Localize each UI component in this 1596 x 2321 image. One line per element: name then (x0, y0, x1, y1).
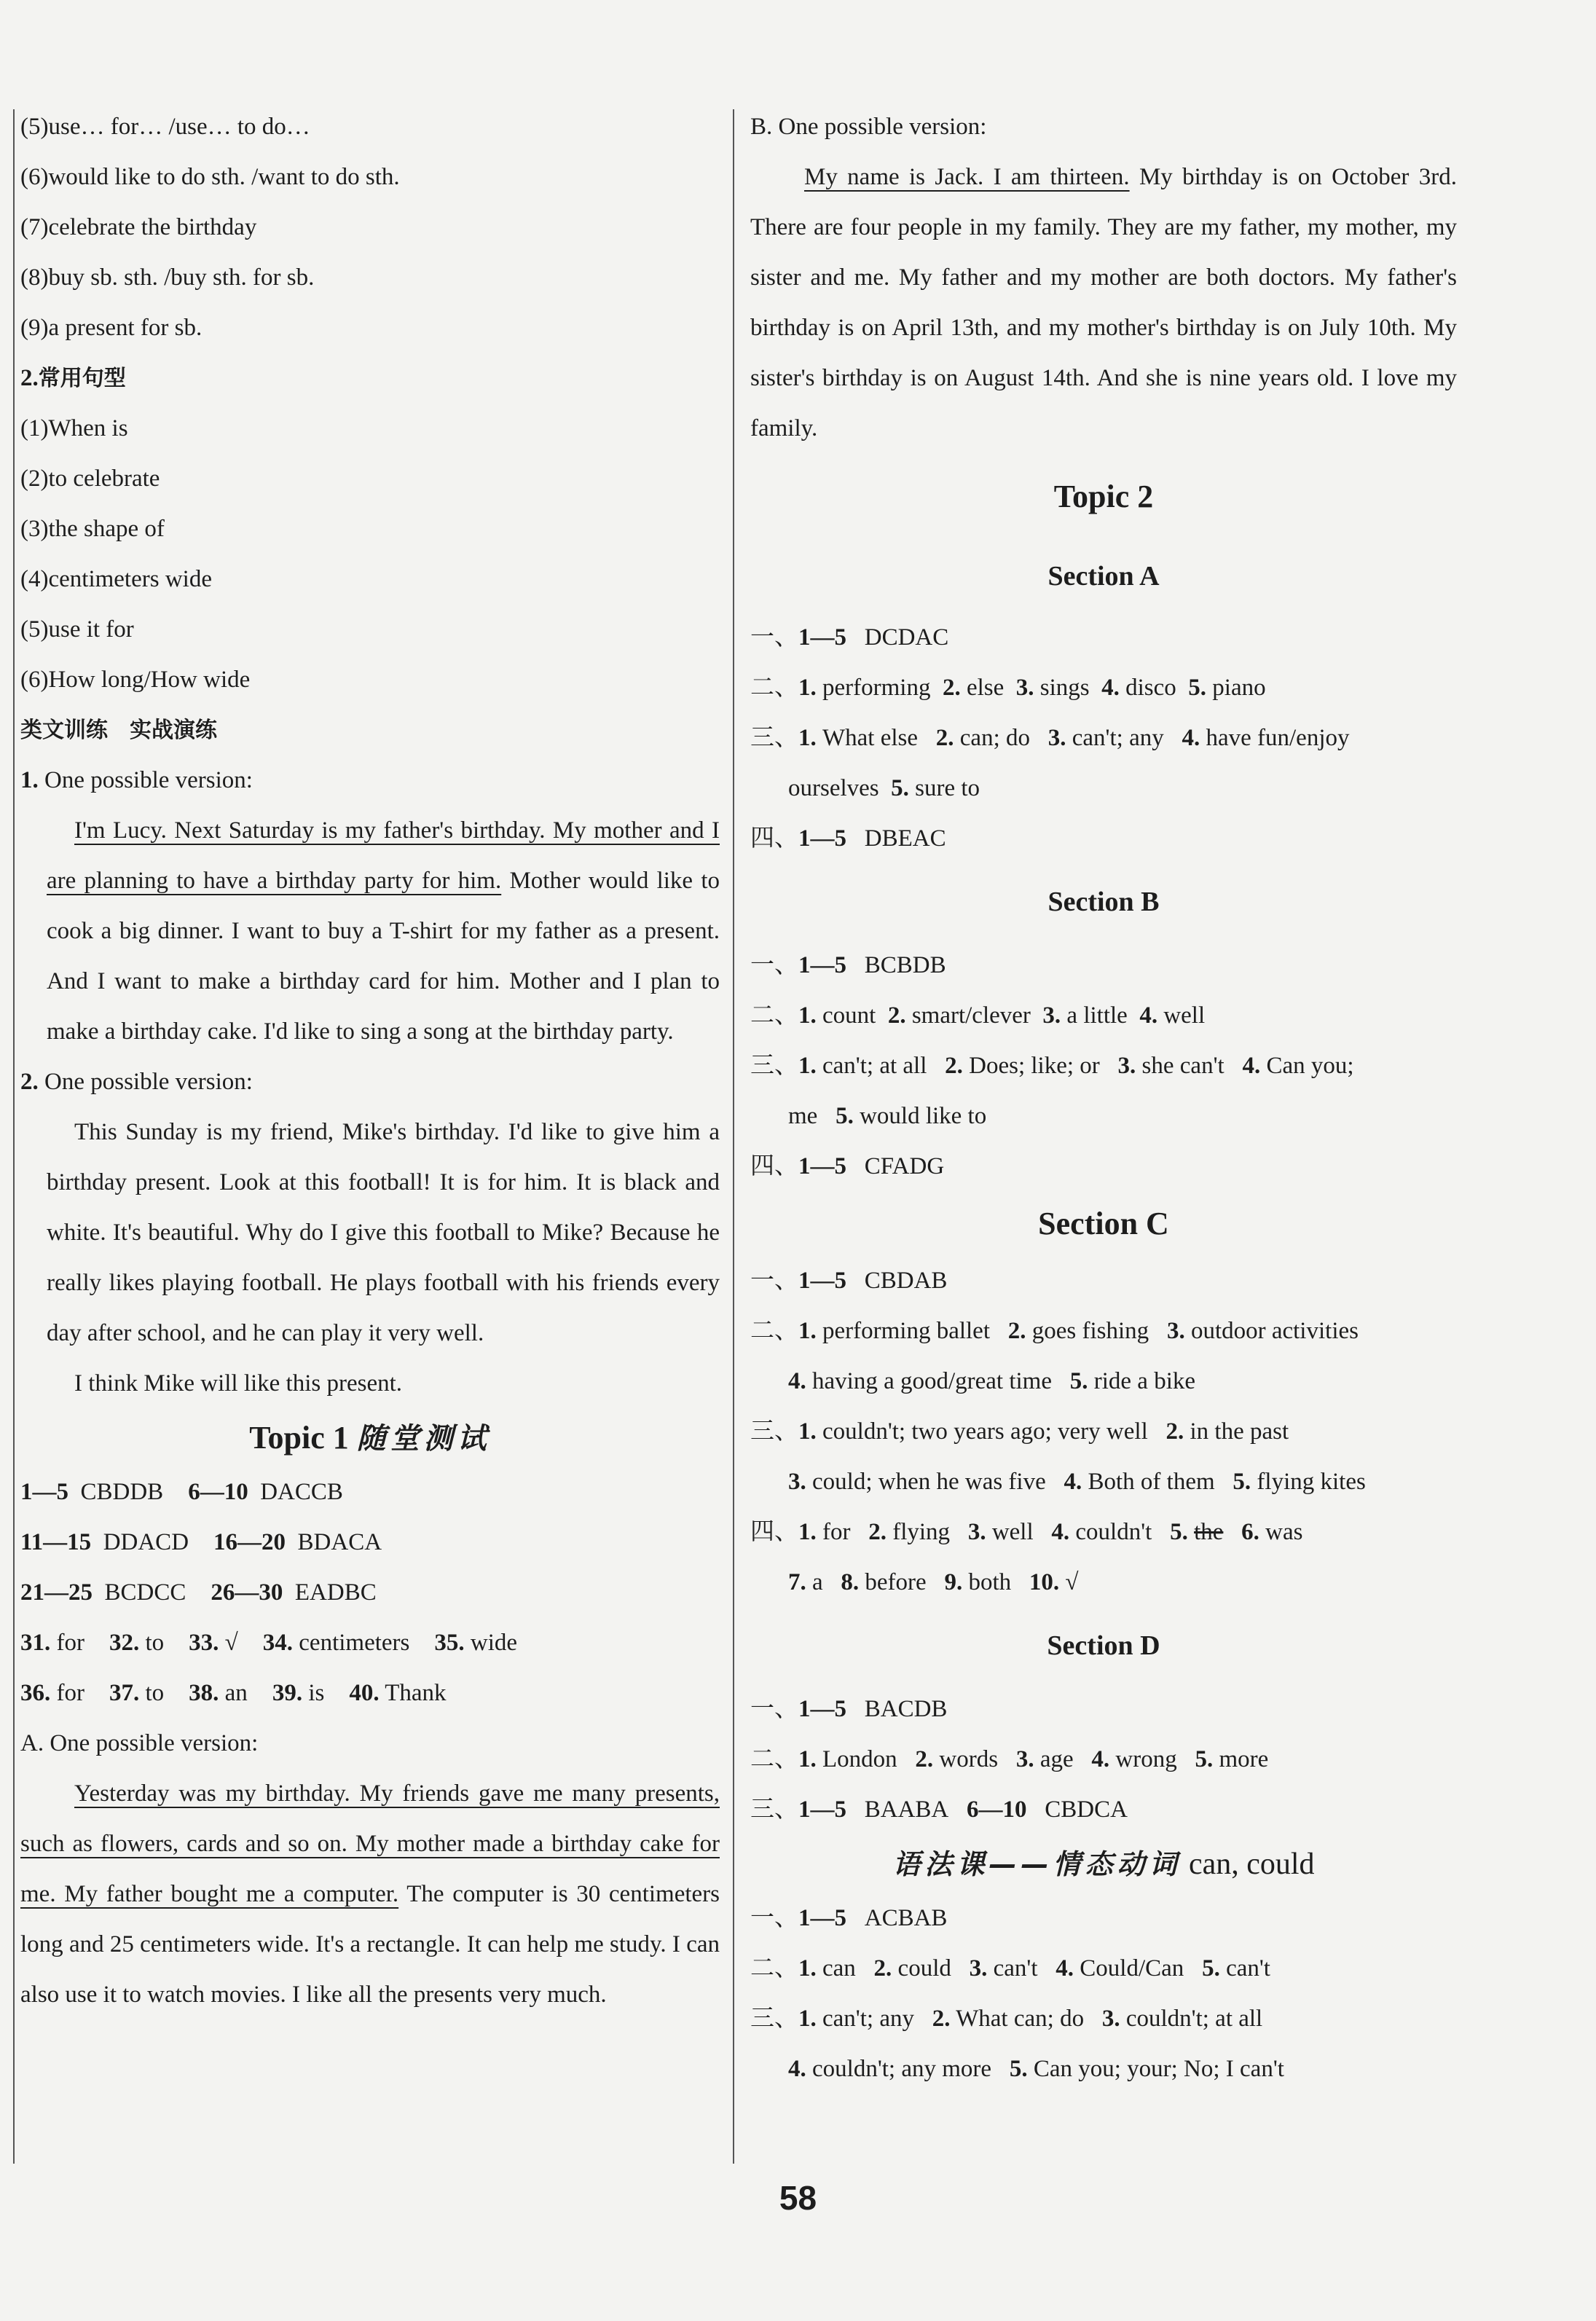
part-marker: 四、 (750, 1519, 798, 1545)
answer-value: smart/clever (911, 1002, 1031, 1029)
answer-value: sure to (915, 775, 980, 801)
section-d-line-2 (750, 1735, 1457, 1785)
answer-value: Can you; (1266, 1053, 1354, 1079)
answer-value: can't; any (822, 2006, 914, 2032)
writing-1-label-text: One possible version: (44, 767, 253, 793)
answer-value: can (822, 1955, 856, 1982)
section-b-line-1 (750, 940, 1457, 991)
grammar-title-zh: 语法课——情态动词 (892, 1848, 1182, 1880)
answer-value: outdoor activities (1190, 1318, 1359, 1344)
part-marker: 一、 (750, 624, 798, 651)
answer-number: 10. (1029, 1569, 1060, 1595)
left-margin-rule (13, 109, 15, 2164)
answer-number: 3. (1101, 2006, 1120, 2032)
section-c-line-3 (750, 1407, 1457, 1457)
answer-number: 1—5 (798, 1796, 846, 1823)
section-a-line-2 (750, 663, 1457, 713)
section-b-line-3b (750, 1091, 1457, 1142)
writing-b-label: B. One possible version: (750, 114, 987, 140)
test-answer-row (20, 1517, 720, 1568)
answer-value: have fun/enjoy (1206, 725, 1350, 751)
answer-value: a little (1066, 1002, 1128, 1029)
answer-value: a (812, 1569, 823, 1595)
answer-number: 26—30 (211, 1579, 283, 1606)
answer-value: both (968, 1569, 1012, 1595)
section-c-line-2 (750, 1306, 1457, 1356)
answer-value: wide (470, 1630, 518, 1656)
answer-number: 3. (1166, 1318, 1185, 1344)
answer-number: 5. (1195, 1746, 1214, 1772)
answer-value: ACBAB (864, 1905, 948, 1931)
grammar-line-3b (750, 2044, 1457, 2094)
answer-value: disco (1125, 675, 1176, 701)
answer-value: can't (993, 1955, 1038, 1982)
answer-number: 1. (798, 1746, 817, 1772)
answer-number: 1—5 (798, 1696, 846, 1722)
writing-2-p2: I think Mike will like this present. (74, 1370, 403, 1397)
vocab-line: (6)would like to do sth. /want to do sth. (20, 164, 400, 190)
answer-number: 3. (1015, 1746, 1034, 1772)
answer-number: 38. (189, 1680, 219, 1706)
answer-number: 1—5 (798, 1268, 846, 1294)
answer-number: 4. (1101, 675, 1120, 701)
part-marker: 三、 (750, 725, 798, 751)
grammar-line-1 (750, 1893, 1457, 1944)
answer-value: Can you; your; No; I can't (1033, 2056, 1284, 2082)
answer-number: 1. (798, 725, 817, 751)
part-marker: 三、 (750, 1053, 798, 1079)
answer-number: 1. (798, 675, 817, 701)
answer-value: to (145, 1680, 165, 1706)
section-d-line-3 (750, 1785, 1457, 1835)
sentence-line: (5)use it for (20, 616, 134, 643)
part-marker: 三、 (750, 1418, 798, 1445)
part-marker: 二、 (750, 675, 798, 701)
answer-number: 6—10 (967, 1796, 1027, 1823)
answer-value: BCDCC (104, 1579, 186, 1606)
part-marker: 二、 (750, 1318, 798, 1344)
part-marker: 四、 (750, 825, 798, 852)
answer-value: BCBDB (864, 952, 946, 978)
answer-number: 3. (1042, 1002, 1061, 1029)
answer-value: Does; like; or (969, 1053, 1100, 1079)
answer-value: in the past (1190, 1418, 1289, 1445)
section-c-title: Section C (1038, 1206, 1169, 1241)
right-column (750, 102, 1457, 2094)
section-a-title: Section A (1047, 561, 1160, 592)
topic-2-title: Topic 2 (1053, 479, 1154, 514)
answer-number: 6. (1241, 1519, 1259, 1545)
column-divider (733, 109, 734, 2164)
section-c-line-4 (750, 1507, 1457, 1558)
answer-value: √ (1065, 1569, 1079, 1595)
part-marker: 一、 (750, 1268, 798, 1294)
answer-value: CBDDB (80, 1479, 164, 1505)
answer-number: 4. (1056, 1955, 1074, 1982)
answer-number: 32. (109, 1630, 140, 1656)
answer-value: well (1163, 1002, 1206, 1029)
writing-1-number: 1. (20, 767, 39, 793)
answer-value: piano (1212, 675, 1266, 701)
writing-1-rest: Mother would like to cook a big dinner. I want to buy a T-shirt for my father as a present. And I want to make a birthday card for him. Mother and I plan to make a birthday cake. I'd like to sing a song at the birthday party. (47, 868, 720, 1045)
vocab-line: (8)buy sb. sth. /buy sth. for sb. (20, 264, 315, 291)
answer-number: 3. (969, 1955, 988, 1982)
answer-number: 33. (189, 1630, 219, 1656)
answer-value: sings (1039, 675, 1090, 701)
answer-number: 1—5 (798, 1905, 846, 1931)
answer-value: well (991, 1519, 1034, 1545)
sentences-heading (20, 353, 720, 404)
test-title-en: Topic 1 (249, 1420, 357, 1456)
answer-number: 1. (798, 1418, 817, 1445)
answer-value: more (1219, 1746, 1269, 1772)
answer-value: she can't (1141, 1053, 1224, 1079)
answer-number: 8. (841, 1569, 860, 1595)
answer-value: couldn't; at all (1125, 2006, 1263, 2032)
part-marker: 一、 (750, 952, 798, 978)
writing-b-underlined: My name is Jack. I am thirteen. (804, 164, 1130, 190)
writing-1-underlined: I'm Lucy. Next Saturday is my father's birthday. My mother and I are planning to have a birthday party for him. (47, 817, 720, 894)
answer-number: 2. (887, 1002, 906, 1029)
section-c-line-3b (750, 1457, 1457, 1507)
answer-number: 1—5 (798, 825, 846, 852)
section-b-line-3 (750, 1041, 1457, 1091)
answer-number: 2. (935, 725, 954, 751)
sentences-heading-text: 常用句型 (38, 366, 126, 391)
answer-number: 5. (1233, 1469, 1251, 1495)
answer-number: 4. (788, 1368, 806, 1394)
test-title (20, 1409, 720, 1467)
answer-value: can't; at all (822, 1053, 927, 1079)
part-marker: 一、 (750, 1696, 798, 1722)
answer-number: 36. (20, 1680, 51, 1706)
answer-value: couldn't; two years ago; very well (822, 1418, 1148, 1445)
answer-number: 4. (1242, 1053, 1261, 1079)
part-marker: 三、 (750, 1796, 798, 1823)
grammar-title-en: can, could (1181, 1847, 1315, 1881)
answer-value: before (865, 1569, 927, 1595)
section-c-line-1 (750, 1256, 1457, 1306)
sentence-line: (1)When is (20, 415, 128, 441)
answer-number: 1—5 (798, 624, 846, 651)
writing-b-text (750, 152, 1457, 454)
section-d-title: Section D (1047, 1630, 1160, 1661)
answer-value: for (56, 1630, 84, 1656)
answer-value: centimeters (299, 1630, 410, 1656)
writing-1-label (20, 755, 720, 806)
answer-value: to (145, 1630, 165, 1656)
answer-number: 1—5 (798, 952, 846, 978)
answer-value: can't (1226, 1955, 1270, 1982)
answer-value: could; when he was five (812, 1469, 1046, 1495)
vocab-line: (7)celebrate the birthday (20, 214, 257, 240)
answer-value: BACDB (864, 1696, 948, 1722)
answer-value: CFADG (864, 1153, 945, 1179)
part-marker: 二、 (750, 1002, 798, 1029)
writing-a-label: A. One possible version: (20, 1730, 259, 1756)
answer-value: DCDAC (864, 624, 949, 651)
writing-2-label-text: One possible version: (44, 1069, 253, 1095)
answer-value: performing (822, 675, 931, 701)
writing-a-underlined: Yesterday was my birthday. My friends gave me many presents, such as flowers, cards and so on. My mother made a birthday cake for me. My father bought me a computer. (20, 1780, 720, 1907)
struck-answer-value: the (1194, 1519, 1224, 1545)
page-number: 58 (779, 2179, 817, 2217)
answer-number: 1. (798, 1002, 817, 1029)
section-b-line-2 (750, 991, 1457, 1041)
writing-2-label (20, 1057, 720, 1107)
section-c-line-4b (750, 1558, 1457, 1608)
answer-value: flying kites (1257, 1469, 1366, 1495)
answer-number: 1. (798, 1955, 817, 1982)
answer-value: London (822, 1746, 897, 1772)
answer-number: 31. (20, 1630, 51, 1656)
answer-number: 1. (798, 2006, 817, 2032)
writing-1-text (20, 806, 720, 1057)
answer-value: else (966, 675, 1005, 701)
answer-value: can't; any (1072, 725, 1164, 751)
answer-value: can; do (959, 725, 1030, 751)
vocab-line: (9)a present for sb. (20, 315, 203, 341)
section-b-title: Section B (1047, 887, 1160, 917)
answer-value: would like to (860, 1103, 987, 1129)
answer-value: √ (224, 1630, 238, 1656)
answer-value: CBDCA (1045, 1796, 1128, 1823)
sentences-heading-number: 2. (20, 365, 39, 391)
writing-2-paragraph-2 (20, 1359, 720, 1409)
answer-value: flying (892, 1519, 951, 1545)
answer-value: goes fishing (1031, 1318, 1149, 1344)
answer-number: 1—5 (798, 1153, 846, 1179)
answer-number: 7. (788, 1569, 806, 1595)
answer-number: 11—15 (20, 1529, 92, 1555)
test-answer-row (20, 1618, 720, 1668)
answer-value: having a good/great time (812, 1368, 1052, 1394)
answer-value: ride a bike (1093, 1368, 1196, 1394)
writing-a-text (20, 1769, 720, 2020)
answer-number: 3. (1047, 725, 1066, 751)
section-a-line-1 (750, 613, 1457, 663)
answer-number: 4. (1139, 1002, 1158, 1029)
answer-number: 6—10 (188, 1479, 248, 1505)
answer-number: 39. (272, 1680, 303, 1706)
test-answer-row (20, 1467, 720, 1517)
answer-number: 35. (434, 1630, 465, 1656)
answer-value: couldn't; any more (812, 2056, 992, 2082)
answer-value: is (308, 1680, 325, 1706)
answer-value: wrong (1115, 1746, 1177, 1772)
part-marker: 四、 (750, 1153, 798, 1179)
practice-heading: 类文训练 实战演练 (20, 718, 217, 743)
answer-number: 1. (798, 1519, 817, 1545)
answer-number: 5. (1069, 1368, 1088, 1394)
answer-number: 9. (944, 1569, 963, 1595)
section-c-line-2b (750, 1356, 1457, 1407)
answer-number: 3. (788, 1469, 806, 1495)
writing-2-p1: This Sunday is my friend, Mike's birthday. I'd like to give him a birthday present. Look at this football! It is for him. It is black and white. It's beautiful. Why do I give this football to Mike? Because he really likes playing football. He plays football with his friends every day after school, and he can play it very well. (47, 1119, 720, 1346)
answer-value: What can; do (956, 2006, 1085, 2032)
answer-number: 16—20 (213, 1529, 286, 1555)
test-answer-row (20, 1668, 720, 1719)
section-b-line-4 (750, 1142, 1457, 1192)
writing-2-paragraph (20, 1107, 720, 1359)
answer-value: performing ballet (822, 1318, 991, 1344)
answer-number: 2. (1165, 1418, 1184, 1445)
answer-number: 4. (1051, 1519, 1070, 1545)
answer-value: me (788, 1103, 818, 1129)
writing-b-rest: My birthday is on October 3rd. There are four people in my family. They are my father, my mother, my sister and me. My father and my mother are both doctors. My father's birthday is on April 13th, and my mother's birthday is on July 10th. My sister's birthday is on August 14th. And she is nine years old. I love my family. (750, 164, 1457, 441)
answer-value: age (1039, 1746, 1074, 1772)
answer-number: 2. (873, 1955, 892, 1982)
answer-value: EADBC (294, 1579, 377, 1606)
answer-number: 3. (1015, 675, 1034, 701)
part-marker: 二、 (750, 1955, 798, 1982)
answer-value: DDACD (103, 1529, 189, 1555)
answer-number: 2. (942, 675, 961, 701)
sentence-line: (4)centimeters wide (20, 566, 212, 592)
answer-number: 4. (1182, 725, 1200, 751)
section-a-line-3b (750, 763, 1457, 814)
answer-value: BAABA (864, 1796, 949, 1823)
section-a-line-4 (750, 814, 1457, 864)
grammar-line-2 (750, 1944, 1457, 1994)
test-answer-row (20, 1568, 720, 1618)
answer-value: Both of them (1088, 1469, 1215, 1495)
answer-number: 4. (1064, 1469, 1082, 1495)
answer-number: 3. (967, 1519, 986, 1545)
answer-number: 34. (262, 1630, 294, 1656)
answer-value: What else (822, 725, 919, 751)
sentence-line: (2)to celebrate (20, 466, 160, 492)
part-marker: 一、 (750, 1905, 798, 1931)
answer-number: 4. (788, 2056, 806, 2082)
answer-value: for (822, 1519, 851, 1545)
answer-number: 1. (798, 1318, 817, 1344)
answer-number: 2. (945, 1053, 963, 1079)
answer-number: 5. (1188, 675, 1207, 701)
answer-value: CBDAB (864, 1268, 948, 1294)
answer-value: count (822, 1002, 876, 1029)
vocab-line: (5)use… for… /use… to do… (20, 114, 310, 140)
answer-value: Thank (385, 1680, 447, 1706)
answer-number: 1. (798, 1053, 817, 1079)
left-column (20, 102, 720, 2020)
test-title-zh: 随堂测试 (356, 1422, 491, 1456)
answer-number: 5. (1170, 1519, 1188, 1545)
answer-value: an (224, 1680, 248, 1706)
answer-number: 1—5 (20, 1479, 68, 1505)
answer-number: 2. (915, 1746, 934, 1772)
answer-value: Could/Can (1080, 1955, 1184, 1982)
answer-value: DACCB (260, 1479, 343, 1505)
answer-number: 2. (868, 1519, 887, 1545)
answer-value: BDACA (297, 1529, 382, 1555)
answer-number: 5. (836, 1103, 854, 1129)
section-d-line-1 (750, 1684, 1457, 1735)
answer-number: 2. (932, 2006, 951, 2032)
answer-number: 5. (1202, 1955, 1220, 1982)
answer-number: 37. (109, 1680, 140, 1706)
grammar-title (750, 1835, 1457, 1893)
answer-number: 40. (349, 1680, 380, 1706)
answer-value: words (939, 1746, 999, 1772)
answer-value: couldn't (1075, 1519, 1152, 1545)
writing-2-number: 2. (20, 1069, 39, 1095)
answer-number: 5. (891, 775, 909, 801)
answer-value: was (1265, 1519, 1303, 1545)
answer-number: 21—25 (20, 1579, 93, 1606)
writing-a-rest: The computer is 30 centimeters long and 25 centimeters wide. It's a rectangle. It can help me study. I can also use it to watch movies. I like all the presents very much. (20, 1881, 720, 2008)
answer-value: for (56, 1680, 84, 1706)
answer-number: 2. (1007, 1318, 1026, 1344)
answer-value: DBEAC (864, 825, 946, 852)
sentence-line: (6)How long/How wide (20, 667, 251, 693)
section-a-line-3 (750, 713, 1457, 763)
sentence-line: (3)the shape of (20, 516, 165, 542)
answer-value: could (897, 1955, 951, 1982)
answer-number: 5. (1009, 2056, 1028, 2082)
answer-number: 3. (1117, 1053, 1136, 1079)
part-marker: 二、 (750, 1746, 798, 1772)
grammar-line-3 (750, 1994, 1457, 2044)
answer-value: ourselves (788, 775, 879, 801)
answer-number: 4. (1091, 1746, 1110, 1772)
part-marker: 三、 (750, 2006, 798, 2032)
